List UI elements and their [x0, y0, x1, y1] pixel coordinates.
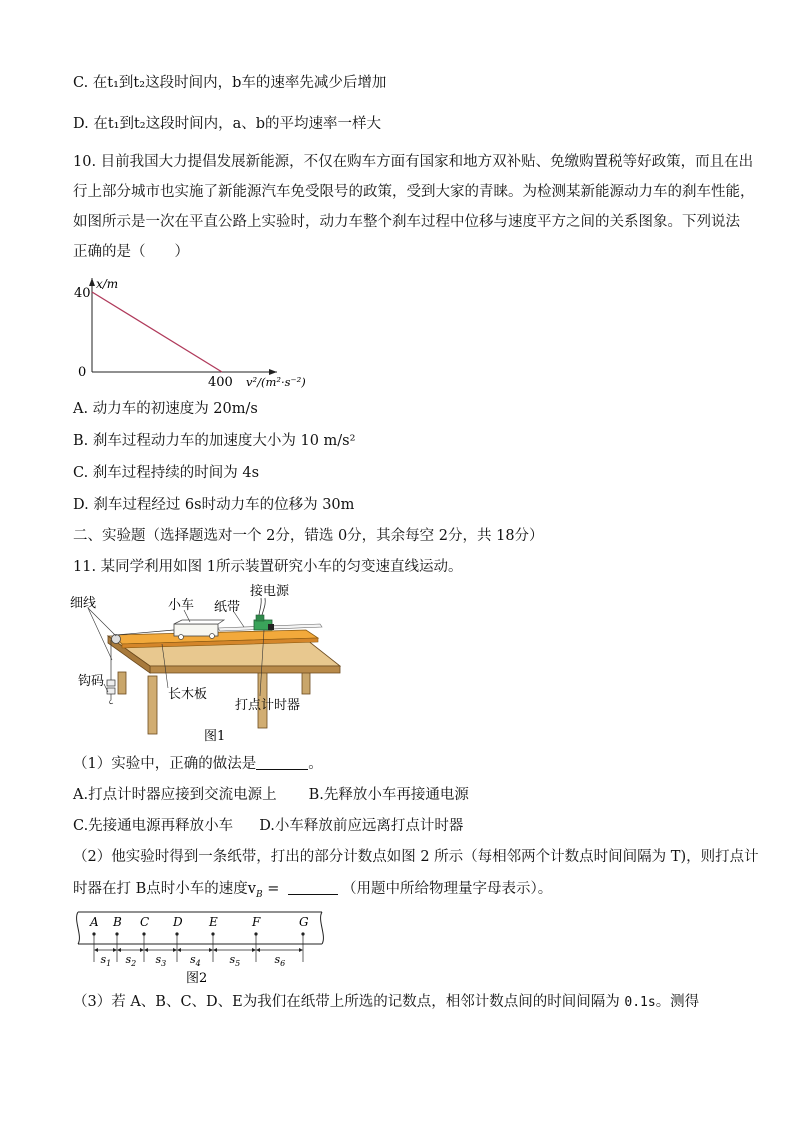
point-label-f: F [252, 915, 261, 929]
q11-part-3 [73, 993, 733, 1012]
q11-part-1-prompt: （1）实验中，正确的做法是 [73, 756, 257, 772]
label-board: 长木板 [168, 687, 208, 702]
segment-arrowhead-left [213, 948, 217, 952]
segment-label-s3: $s_3$ [155, 953, 167, 968]
q10-option-c: C. 刹车过程持续的时间为 4s [73, 465, 260, 481]
q11-part-1-end: 。 [308, 756, 323, 772]
label-weight: 钩码 [78, 674, 105, 689]
q11-options-row-1 [73, 786, 733, 804]
velocity-subscript: B [255, 889, 263, 900]
q10-option-a: A. 动力车的初速度为 20m/s [73, 401, 258, 417]
y-tick-label-40: 40 [74, 286, 91, 301]
segment-arrowhead-right [209, 948, 213, 952]
displacement-velocity-squared-chart [60, 272, 320, 392]
segment-arrowhead-left [256, 948, 260, 952]
q11-part-3-text: （3）若 A、B、C、D、E为我们在纸带上所选的记数点，相邻计数点间的时间间隔为 [73, 994, 625, 1010]
label-tape: 纸带 [214, 600, 241, 615]
point-label-b: B [113, 915, 122, 929]
q11-stem: 11. 某同学利用如图 1所示装置研究小车的匀变速直线运动。 [73, 559, 463, 575]
q9-option-c: C. 在t₁到t₂这段时间内，b车的速率先减少后增加 [73, 75, 387, 91]
x-axis-label: v²/(m²·s⁻²) [246, 375, 306, 389]
q10-stem-line-1: 10. 目前我国大力提倡发展新能源，不仅在购车方面有国家和地方双补贴、免缴购置税等好政策，而且在出 [73, 154, 754, 170]
q10-stem-line-3: 如图所示是一次在平直公路上实验时，动力车整个刹车过程中位移与速度平方之间的关系图象。下列说法 [73, 214, 740, 230]
segment-label-s4: $s_4$ [190, 953, 201, 968]
q10-option-b: B. 刹车过程动力车的加速度大小为 10 m/s² [73, 433, 356, 449]
answer-blank-1[interactable] [256, 755, 308, 770]
label-cart: 小车 [168, 598, 195, 613]
q10-stem-line-2: 行上部分城市也实施了新能源汽车免受限号的政策，受到大家的青睐。为检测某新能源动力车的刹车性能， [73, 184, 755, 200]
figure-1-apparatus [70, 580, 350, 745]
segment-arrowhead-right [113, 948, 117, 952]
tape-right-break [321, 912, 324, 944]
q11-part-1 [73, 755, 733, 773]
y-axis-arrow [89, 278, 95, 286]
q11-option-a: A.打点计时器应接到交流电源上 [73, 787, 277, 803]
segment-label-s1: $s_1$ [100, 953, 112, 968]
q11-part-3-interval: 0.1s [624, 995, 656, 1010]
q11-part-2-prompt: 时器在打 B点时小车的速度v [73, 881, 256, 897]
q11-options-row-2 [73, 817, 733, 835]
point-label-d: D [173, 915, 183, 929]
q11-option-b: B.先释放小车再接通电源 [308, 787, 469, 803]
segment-label-s2: $s_2$ [125, 953, 137, 968]
data-line [92, 292, 222, 372]
q11-option-c: C.先接通电源再释放小车 [73, 818, 234, 834]
segment-label-s5: $s_5$ [229, 953, 241, 968]
segment-arrowhead-right [252, 948, 256, 952]
q10-stem [73, 147, 755, 267]
q11-part-3-end: 。测得 [655, 994, 700, 1010]
q10-stem-line-4: 正确的是（ ） [73, 244, 189, 260]
y-axis-label: x/m [96, 277, 119, 291]
label-timer: 打点计时器 [235, 698, 301, 713]
point-label-e: E [209, 915, 218, 929]
figure-2-paper-tape [70, 904, 330, 988]
q9-option-d: D. 在t₁到t₂这段时间内，a、b的平均速率一样大 [73, 116, 382, 132]
answer-blank-2[interactable] [288, 880, 338, 895]
q11-option-d: D.小车释放前应远离打点计时器 [259, 818, 464, 834]
y-tick-label-0: 0 [78, 365, 87, 380]
segment-label-s6: $s_6$ [274, 953, 286, 968]
segment-arrowhead-right [299, 948, 303, 952]
q10-option-d: D. 刹车过程经过 6s时动力车的位移为 30m [73, 497, 355, 513]
x-tick-label-400: 400 [208, 375, 233, 390]
figure-2-caption: 图2 [186, 971, 208, 986]
q11-part-2-line-2 [73, 880, 733, 904]
segment-arrowhead-right [173, 948, 177, 952]
q11-part-2-end: （用题中所给物理量字母表示）。 [341, 881, 553, 897]
label-power: 接电源 [250, 584, 290, 599]
figure-1-caption: 图1 [204, 729, 226, 744]
section-2-heading: 二、实验题（选择题选对一个 2分，错选 0分，其余每空 2分，共 18分） [73, 528, 544, 544]
segment-arrowhead-left [177, 948, 181, 952]
point-label-a: A [90, 915, 99, 929]
segment-arrowhead-left [117, 948, 121, 952]
segment-arrowhead-right [140, 948, 144, 952]
tape-left-break [77, 912, 80, 944]
point-label-g: G [299, 915, 309, 929]
q11-part-2-line-1: （2）他实验时得到一条纸带，打出的部分计数点如图 2 所示（每相邻两个计数点时间间隔为 T)，则打点计 [73, 849, 759, 865]
segment-arrowhead-left [94, 948, 98, 952]
segment-arrowhead-left [144, 948, 148, 952]
point-label-c: C [140, 915, 150, 929]
label-thread: 细线 [70, 596, 97, 611]
q11-part-2-equals: = [262, 881, 284, 897]
